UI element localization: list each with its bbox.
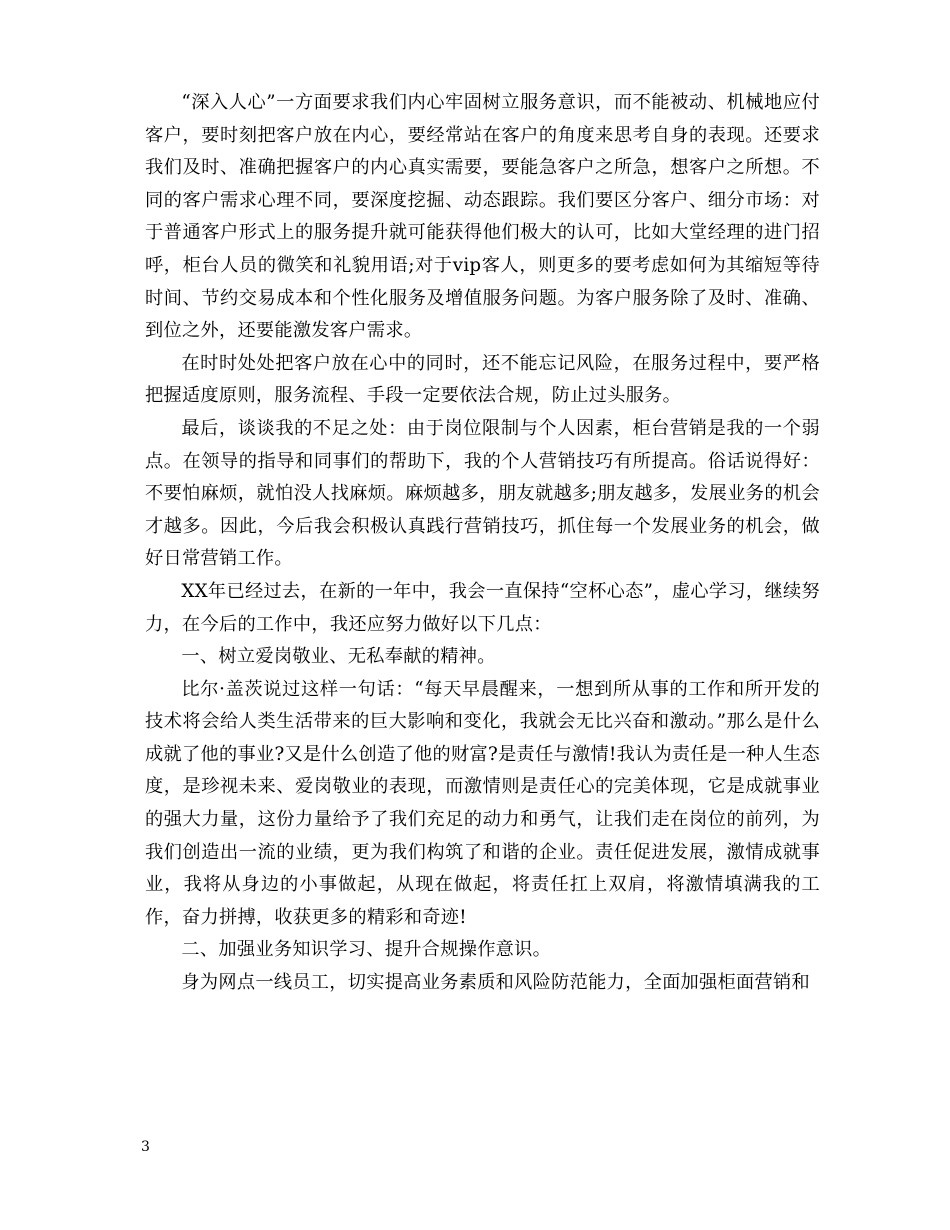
heading-point-two: 二、加强业务知识学习、提升合规操作意识。 [181, 939, 552, 961]
document-body [145, 87, 820, 1000]
paragraph-shortcomings: 最后，谈谈我的不足之处：由于岗位限制与个人因素，柜台营销是我的一个弱点。在领导的指导和同事们的帮助下，我的个人营销技巧有所提高。俗话说得好：不要怕麻烦，就怕没人找麻烦。麻烦越多，朋友就越多;朋友越多，发展业务的机会才越多。因此，今后我会积极认真践行营销技巧，抓住每一个发展业务的机会，做好日常营销工作。 [145, 417, 820, 570]
paragraph-customer-service: “深入人心”一方面要求我们内心牢固树立服务意识，而不能被动、机械地应付客户，要时刻把客户放在内心，要经常站在客户的角度来思考自身的表现。还要求我们及时、准确把握客户的内心真实需要，要能急客户之所急，想客户之所想。不同的客户需求心理不同，要深度挖掘、动态跟踪。我们要区分客户、细分市场：对于普通客户形式上的服务提升就可能获得他们极大的认可，比如大堂经理的进门招呼，柜台人员的微笑和礼貌用语;对于vip客人，则更多的要考虑如何为其缩短等待时间、节约交易成本和个性化服务及增值服务问题。为客户服务除了及时、准确、到位之外，还要能激发客户需求。 [145, 92, 820, 342]
heading-point-one: 一、树立爱岗敬业、无私奉献的精神。 [181, 646, 496, 668]
paragraph-risk: 在时时处处把客户放在心中的同时，还不能忘记风险，在服务过程中，要严格把握适度原则，服务流程、手段一定要依法合规，防止过头服务。 [145, 352, 820, 407]
page-number: 3 [141, 1139, 150, 1155]
paragraph-new-year: XX年已经过去，在新的一年中，我会一直保持“空杯心态”，虚心学习，继续努力，在今后的工作中，我还应努力做好以下几点： [145, 580, 820, 635]
paragraph-frontline: 身为网点一线员工，切实提高业务素质和风险防范能力，全面加强柜面营销和 [181, 972, 810, 994]
paragraph-responsibility: 比尔·盖茨说过这样一句话：“每天早晨醒来，一想到所从事的工作和所开发的技术将会给人类生活带来的巨大影响和变化，我就会无比兴奋和激动。”那么是什么成就了他的事业?又是什么创造了他的财富?是责任与激情!我认为责任是一种人生态度，是珍视未来、爱岗敬业的表现，而激情则是责任心的完美体现，它是成就事业的强大力量，这份力量给予了我们充足的动力和勇气，让我们走在岗位的前列，为我们创造出一流的业绩，更为我们构筑了和谐的企业。责任促进发展，激情成就事业，我将从身边的小事做起，从现在做起，将责任扛上双肩，将激情填满我的工作，奋力拼搏，收获更多的精彩和奇迹! [145, 678, 820, 928]
